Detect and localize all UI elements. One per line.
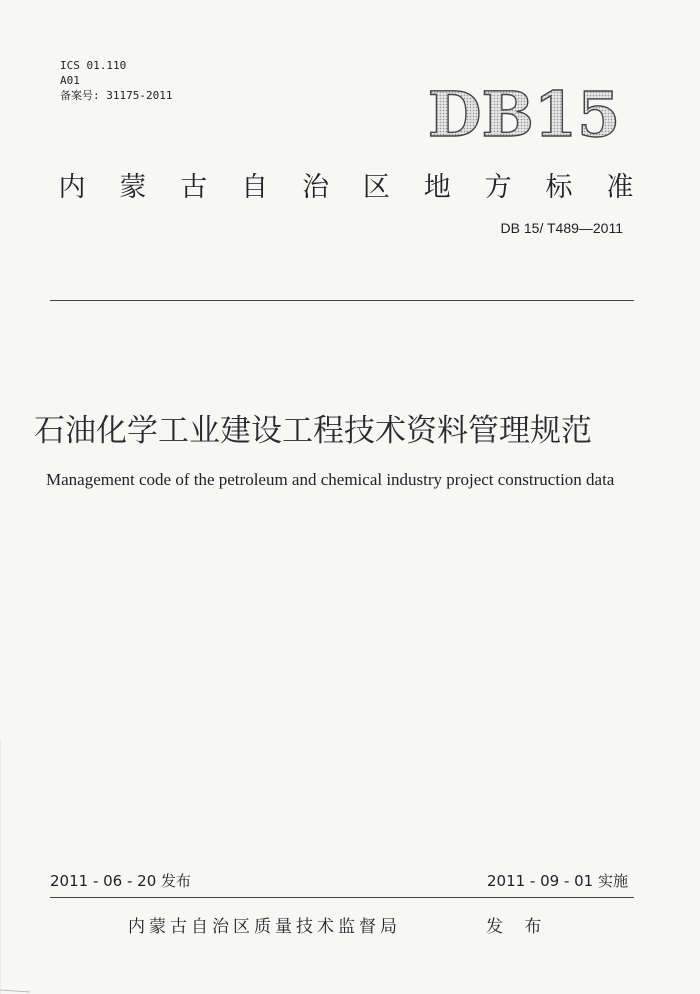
publish-label: 发 布 [486, 917, 550, 937]
title-char: 方 [484, 172, 512, 203]
classification-block [60, 58, 172, 103]
title-char: 标 [545, 172, 573, 203]
document-number: DB 15/ T489—2011 [500, 220, 623, 236]
title-char: 自 [241, 172, 269, 203]
chinese-title: 石油化学工业建设工程技术资料管理规范 [34, 413, 592, 449]
logo-text: DB15 [427, 82, 621, 144]
title-char: 内 [58, 172, 86, 203]
standard-type-title [46, 165, 646, 205]
db15-logo [418, 82, 630, 144]
top-divider [50, 300, 634, 301]
category-code: A01 [60, 74, 80, 87]
title-char: 准 [606, 172, 634, 203]
title-char: 区 [362, 172, 390, 203]
bottom-divider [50, 897, 634, 898]
effective-date: 2011 - 09 - 01 实施 [486, 872, 628, 890]
publisher-name: 内蒙古自治区质量技术监督局 [128, 917, 401, 937]
issue-date: 2011 - 06 - 20 发布 [50, 872, 192, 890]
english-title: Management code of the petroleum and chemical industry project construction data [46, 470, 615, 489]
ics-code: ICS 01.110 [60, 59, 127, 72]
filing-number: 备案号: 31175-2011 [60, 89, 173, 102]
title-char: 治 [302, 172, 329, 203]
title-char: 古 [180, 172, 208, 203]
title-char: 蒙 [119, 172, 147, 203]
title-char: 地 [423, 172, 451, 203]
